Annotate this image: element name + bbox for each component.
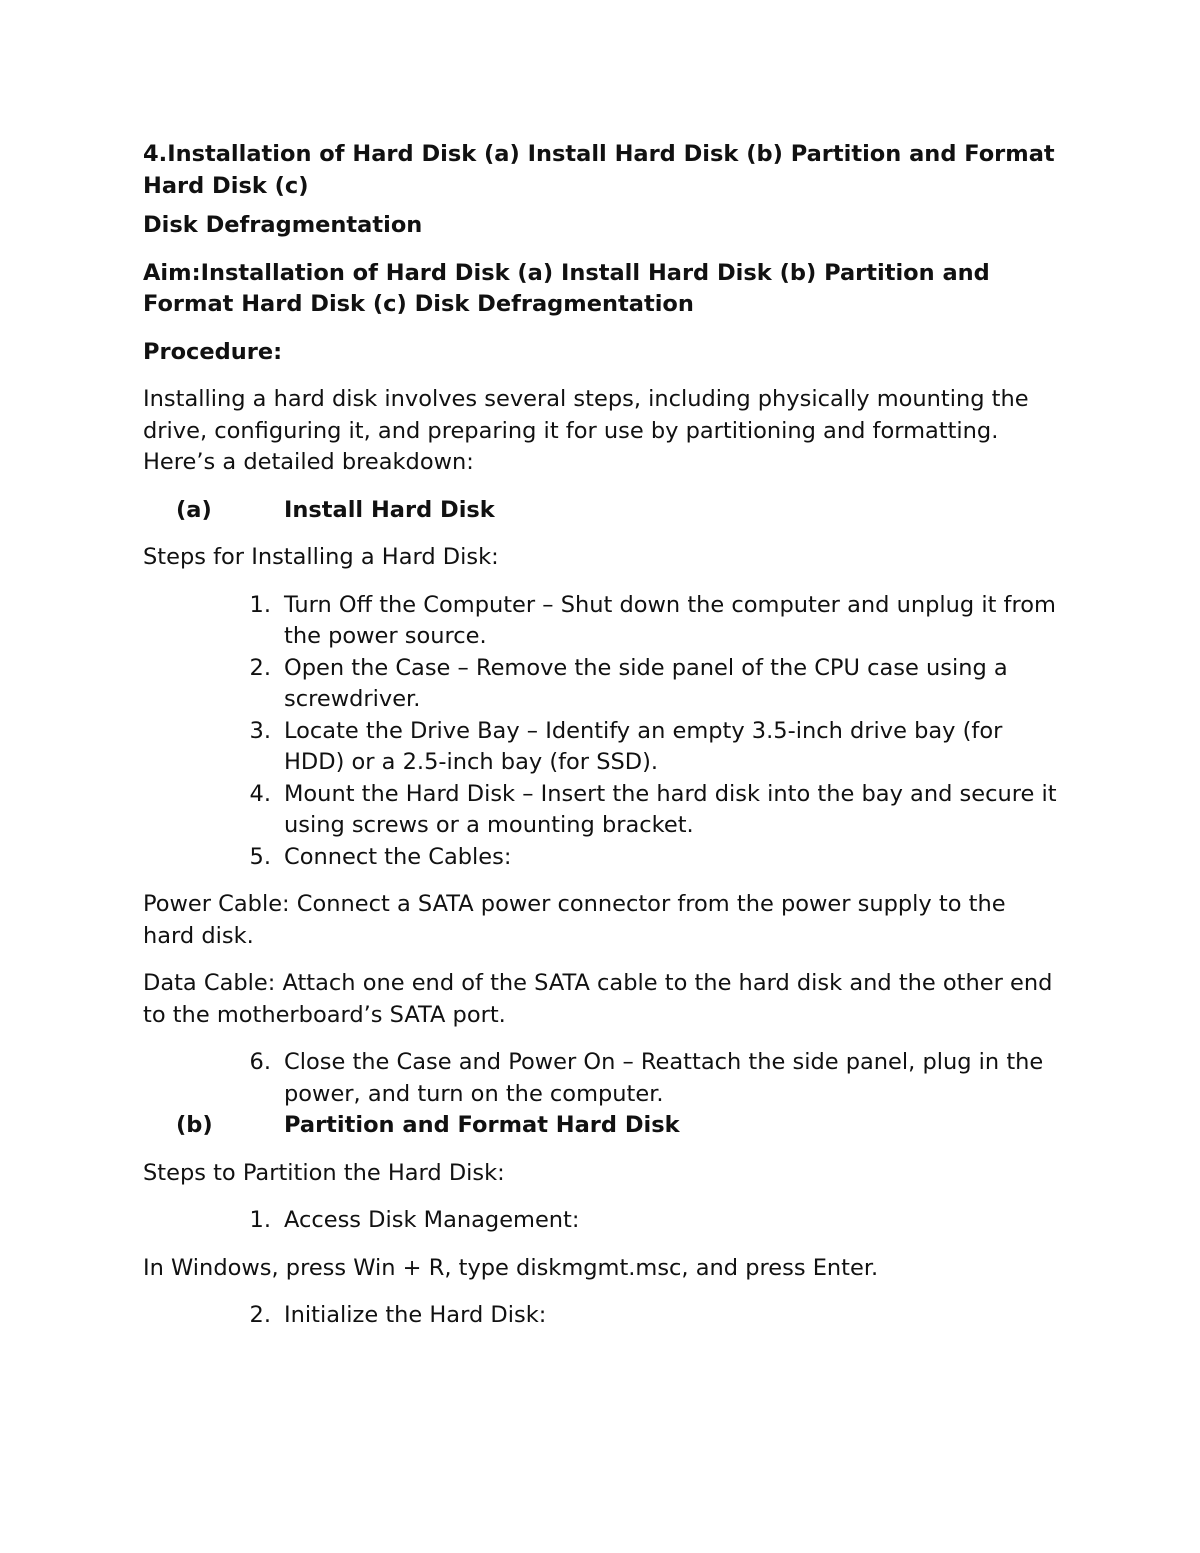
section-a-title: Install Hard Disk	[284, 496, 495, 523]
step-text: Close the Case and Power On – Reattach the side panel, plug in the power, and turn on the computer.	[284, 1049, 1044, 1107]
step-number: 1.	[249, 1207, 271, 1233]
step-text: Initialize the Hard Disk:	[284, 1302, 547, 1328]
step-text: Connect the Cables:	[284, 843, 512, 870]
intro-paragraph: Installing a hard disk involves several steps, including physically mounting the drive, configuring it, and preparing it for use by partitioning and formatting. Here’s a detailed breakdown:	[143, 386, 1029, 475]
list-item	[143, 590, 1063, 653]
section-a-heading	[143, 495, 1063, 527]
step-number: 2.	[249, 654, 271, 681]
procedure-heading: Procedure:	[143, 338, 283, 365]
windows-note-paragraph: In Windows, press Win + R, type diskmgmt.msc, and press Enter.	[143, 1254, 879, 1281]
power-cable-paragraph: Power Cable: Connect a SATA power connector from the power supply to the hard disk.	[143, 891, 1006, 949]
partition-steps-list	[143, 1205, 1063, 1237]
list-item	[143, 1300, 1063, 1332]
title-line-2: Disk Defragmentation	[143, 212, 423, 238]
list-item	[143, 842, 1063, 874]
document-title	[143, 139, 1063, 202]
step-number: 3.	[249, 717, 271, 744]
section-b-heading	[143, 1110, 1063, 1142]
data-cable-paragraph: Data Cable: Attach one end of the SATA cable to the hard disk and the other end to the motherboard’s SATA port.	[143, 970, 1053, 1028]
install-steps-list-continued	[143, 1047, 1063, 1110]
step-number: 2.	[249, 1302, 271, 1328]
step-number: 1.	[249, 591, 271, 618]
title-line-1: 4.Installation of Hard Disk (a) Install Hard Disk (b) Partition and Format Hard Disk (c)	[143, 141, 1055, 199]
section-b-title: Partition and Format Hard Disk	[284, 1112, 680, 1138]
section-b-steps-heading: Steps to Partition the Hard Disk:	[143, 1159, 505, 1186]
list-item	[143, 779, 1063, 842]
document-subtitle	[143, 210, 1063, 242]
partition-steps-list-continued	[143, 1300, 1063, 1332]
list-item	[143, 1205, 1063, 1237]
step-number: 5.	[249, 843, 271, 870]
install-steps-list	[143, 590, 1063, 874]
step-text: Open the Case – Remove the side panel of the CPU case using a screwdriver.	[284, 654, 1008, 712]
list-item	[143, 653, 1063, 716]
step-text: Turn Off the Computer – Shut down the computer and unplug it from the power source.	[284, 591, 1056, 649]
step-text: Locate the Drive Bay – Identify an empty 3.5-inch drive bay (for HDD) or a 2.5-inch bay (for SSD).	[284, 717, 1003, 775]
step-number: 4.	[249, 780, 271, 807]
step-text: Mount the Hard Disk – Insert the hard disk into the bay and secure it using screws or a mounting bracket.	[284, 780, 1057, 838]
document-page	[143, 139, 1063, 1348]
section-a-label: (a)	[176, 496, 212, 523]
section-a-steps-heading: Steps for Installing a Hard Disk:	[143, 544, 499, 570]
section-b-label: (b)	[176, 1112, 213, 1138]
list-item	[143, 1047, 1063, 1110]
step-number: 6.	[249, 1049, 271, 1075]
step-text: Access Disk Management:	[284, 1207, 580, 1233]
aim-statement: Aim:Installation of Hard Disk (a) Install Hard Disk (b) Partition and Format Hard Disk (c) Disk Defragmentation	[143, 259, 990, 317]
list-item	[143, 716, 1063, 779]
